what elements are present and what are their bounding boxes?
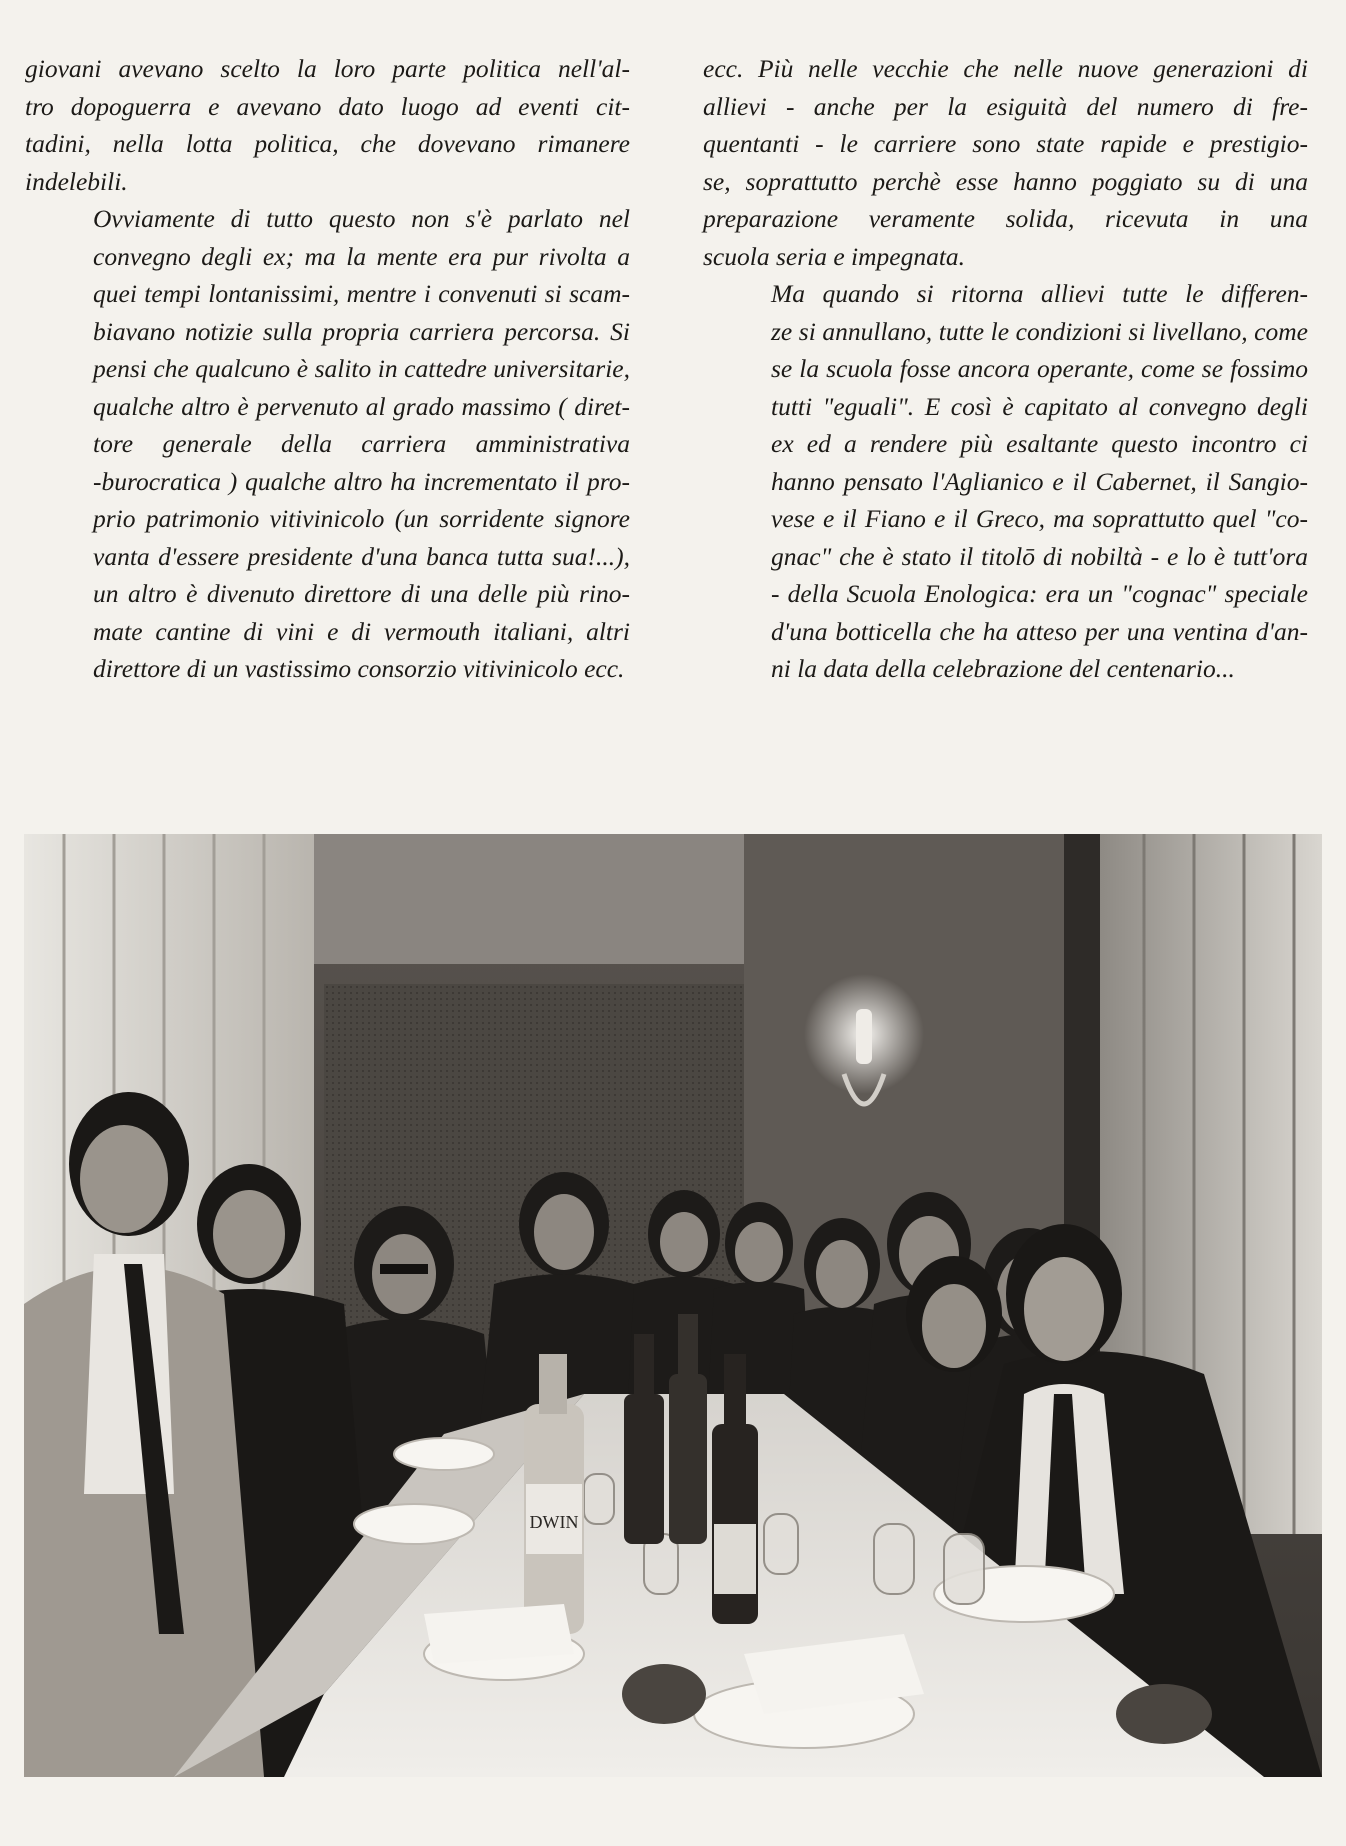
text-line: vese e il Fiano e il Greco, ma soprattutto quel "co- [771, 504, 1308, 533]
text-line: d'una botticella che ha atteso per una ventina d'an- [771, 616, 1308, 646]
text-line: ex ed a rendere più esaltante questo incontro ci [771, 429, 1308, 458]
text-line: qualche altro è pervenuto al grado massimo ( diret- [93, 391, 630, 421]
bottle-label: DWIN [529, 1512, 579, 1532]
text-line: convegno degli ex; ma la mente era pur rivolta a [93, 241, 630, 271]
text-line: tore generale della carriera amministrativa [93, 429, 630, 458]
text-line: Ovviamente di tutto questo non s'è parlato nel [93, 204, 630, 233]
text-line: un altro è divenuto direttore di una delle più rino- [93, 579, 630, 608]
text-line: mate cantine di vini e di vermouth italiani, altri [93, 616, 630, 646]
text-line: Ma quando si ritorna allievi tutte le differen- [771, 279, 1308, 308]
text-line: vanta d'essere presidente d'una banca tutta sua!...), [93, 541, 630, 571]
article-right-column [703, 50, 1308, 688]
text-line: tutti "eguali". E così è capitato al convegno degli [771, 391, 1308, 421]
text-line: se la scuola fosse ancora operante, come se fossimo [771, 354, 1308, 383]
group-dinner-photo [24, 834, 1322, 1777]
text-line: ze si annullano, tutte le condizioni si livellano, come [771, 316, 1308, 346]
article-paragraph [25, 200, 630, 688]
article-paragraph [703, 275, 1308, 688]
text-line: - della Scuola Enologica: era un "cognac" speciale [771, 579, 1308, 608]
text-line: giovani avevano scelto la loro parte politica nell'al- [25, 54, 630, 83]
text-line: direttore di un vastissimo consorzio vitivinicolo ecc. [93, 654, 625, 683]
text-line: biavano notizie sulla propria carriera percorsa. Si [93, 316, 630, 346]
text-line: pensi che qualcuno è salito in cattedre universitarie, [93, 354, 630, 383]
text-line: indelebili. [25, 166, 128, 196]
text-line: quentanti - le carriere sono state rapide e prestigio- [703, 129, 1308, 158]
text-line: -burocratica ) qualche altro ha incrementato il pro- [93, 466, 630, 496]
article-left-column [25, 50, 630, 688]
text-line: scuola seria e impegnata. [703, 241, 966, 271]
text-line: tadini, nella lotta politica, che dovevano rimanere [25, 129, 630, 158]
photo-illustration [24, 834, 1322, 1777]
text-line: ni la data della celebrazione del centenario... [771, 654, 1235, 683]
text-line: allievi - anche per la esiguità del numero di fre- [703, 91, 1308, 121]
text-line: se, soprattutto perchè esse hanno poggiato su di una [703, 166, 1308, 196]
article-paragraph [703, 50, 1308, 275]
text-line: hanno pensato l'Aglianico e il Cabernet, il Sangio- [771, 466, 1308, 496]
text-line: quei tempi lontanissimi, mentre i convenuti si scam- [93, 279, 630, 308]
article-paragraph [25, 50, 630, 200]
text-line: prio patrimonio vitivinicolo (un sorridente signore [93, 504, 630, 533]
text-line: preparazione veramente solida, ricevuta in una [703, 204, 1308, 233]
text-line: tro dopoguerra e avevano dato luogo ad eventi cit- [25, 91, 630, 121]
text-line: gnac" che è stato il titolō di nobiltà - e lo è tutt'ora [771, 541, 1308, 571]
text-line: ecc. Più nelle vecchie che nelle nuove generazioni di [703, 54, 1308, 83]
